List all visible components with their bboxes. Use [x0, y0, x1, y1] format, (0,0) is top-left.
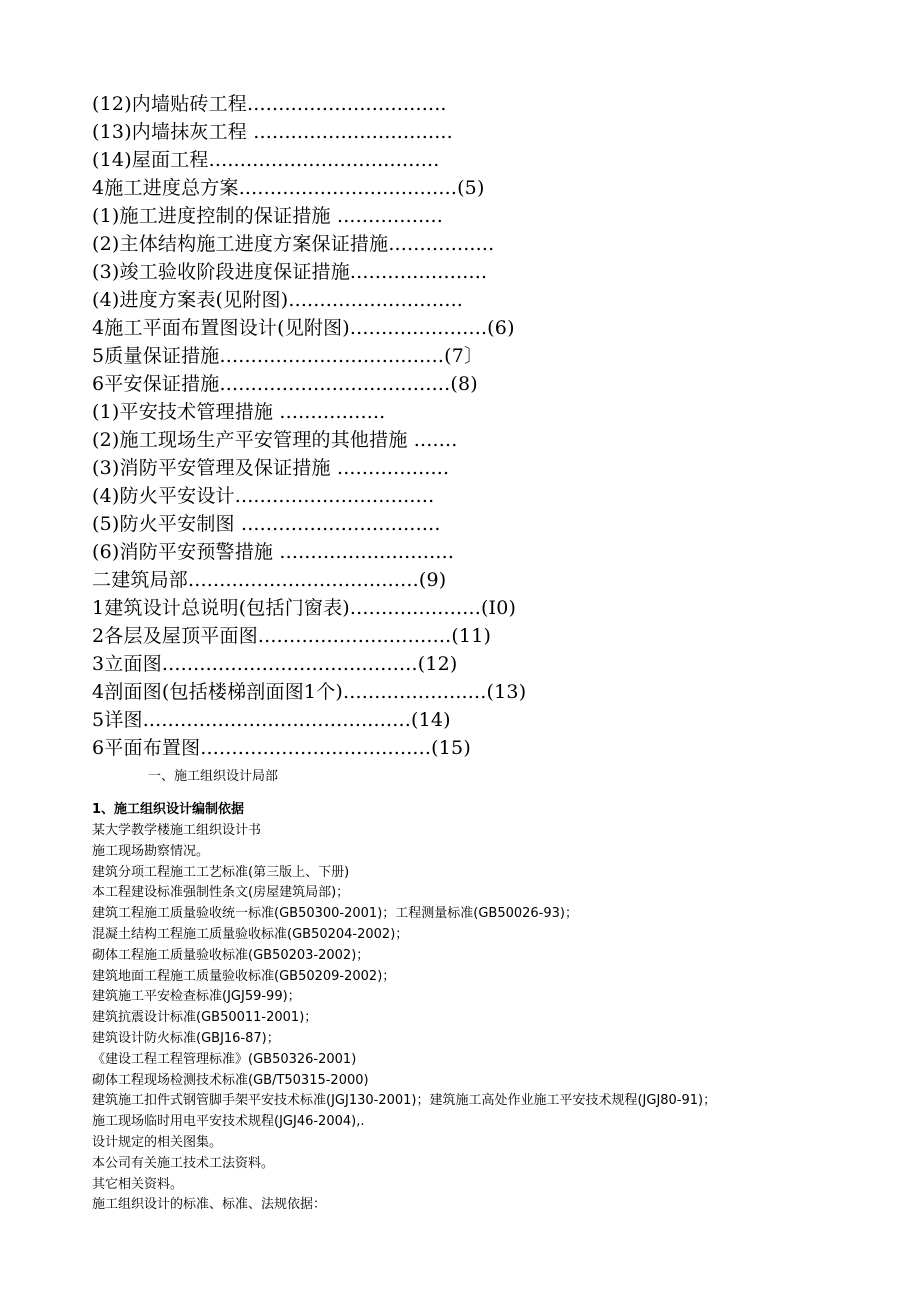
body-line: 建筑分项工程施工工艺标准(第三版上、下册) [92, 864, 350, 880]
body-line: 建筑工程施工质量验收统一标准(GB50300-2001)；工程测量标准(GB50026-93)； [92, 906, 578, 922]
toc-entry: 6平面布置图.....................................(15) [92, 737, 471, 759]
subheading: 1、施工组织设计编制依据 [92, 802, 245, 817]
body-line: 本工程建设标准强制性条文(房屋建筑局部)； [92, 885, 350, 901]
table-of-contents [92, 90, 892, 762]
body-line: 施工组织设计的标准、标准、法规依据： [92, 1197, 327, 1213]
body-line: 砌体工程施工质量验收标准(GB50203-2002)； [92, 947, 370, 963]
toc-entry: (12)内墙贴砖工程................................ [92, 93, 447, 115]
toc-entry: (1)平安技术管理措施 ................. [92, 401, 386, 423]
toc-entry: 二建筑局部.....................................(9) [92, 569, 447, 591]
body-line: 某大学教学楼施工组织设计书 [92, 823, 262, 838]
body-line: 设计规定的相关图集。 [92, 1134, 223, 1150]
body-line: 建筑施工平安检查标准(JGJ59-99)； [92, 989, 301, 1005]
toc-entry: (4)进度方案表(见附图)............................ [92, 289, 464, 311]
section-title: 一、施工组织设计局部 [148, 769, 279, 784]
toc-entry: (6)消防平安预警措施 ............................ [92, 541, 455, 563]
body-text [92, 799, 902, 1216]
body-line: 《建设工程工程管理标准》(GB50326-2001) [92, 1051, 357, 1067]
toc-entry: (2)施工现场生产平安管理的其他措施 ....... [92, 429, 458, 451]
toc-entry: 5详图...........................................(14) [92, 709, 451, 731]
body-line: 施工现场勘察情况。 [92, 843, 210, 859]
toc-entry: 5质量保证措施....................................(7〕 [92, 345, 484, 367]
toc-entry: (4)防火平安设计................................ [92, 485, 435, 507]
body-line: 其它相关资料。 [92, 1176, 184, 1192]
toc-entry: 4施工进度总方案...................................(5) [92, 177, 485, 199]
toc-entry: (14)屋面工程..................................... [92, 149, 440, 171]
toc-entry: (3)竣工验收阶段进度保证措施...................... [92, 261, 488, 283]
body-line: 施工现场临时用电平安技术规程(JGJ46-2004),. [92, 1114, 365, 1130]
body-line: 建筑设计防火标准(GBJ16-87)； [92, 1030, 280, 1046]
body-line: 砌体工程现场检测技术标准(GB/T50315-2000) [92, 1072, 369, 1088]
toc-entry: 6平安保证措施.....................................(8) [92, 373, 478, 395]
toc-entry: 4施工平面布置图设计(见附图)......................(6) [92, 317, 515, 339]
body-line: 建筑抗震设计标准(GB50011-2001)； [92, 1010, 318, 1026]
body-line: 建筑地面工程施工质量验收标准(GB50209-2002)； [92, 968, 396, 984]
toc-entry: (13)内墙抹灰工程 ................................ [92, 121, 453, 143]
toc-entry: 2各层及屋顶平面图...............................(11) [92, 625, 492, 647]
toc-entry: 4剖面图(包括楼梯剖面图1个).......................(13) [92, 681, 527, 703]
body-line: 本公司有关施工技术工法资料。 [92, 1155, 275, 1171]
toc-entry: (2)主体结构施工进度方案保证措施................. [92, 233, 495, 255]
toc-entry: 3立面图.........................................(12) [92, 653, 458, 675]
body-line: 混凝土结构工程施工质量验收标准(GB50204-2002)； [92, 926, 409, 942]
toc-entry: (3)消防平安管理及保证措施 .................. [92, 457, 450, 479]
toc-entry: 1建筑设计总说明(包括门窗表).....................(I0) [92, 597, 517, 619]
toc-entry: (1)施工进度控制的保证措施 ................. [92, 205, 444, 227]
body-line: 建筑施工扣件式钢管脚手架平安技术标准(JGJ130-2001)；建筑施工高处作业施工平安技术规程(JGJ80-91)； [92, 1093, 717, 1109]
toc-entry: (5)防火平安制图 ................................ [92, 513, 441, 535]
